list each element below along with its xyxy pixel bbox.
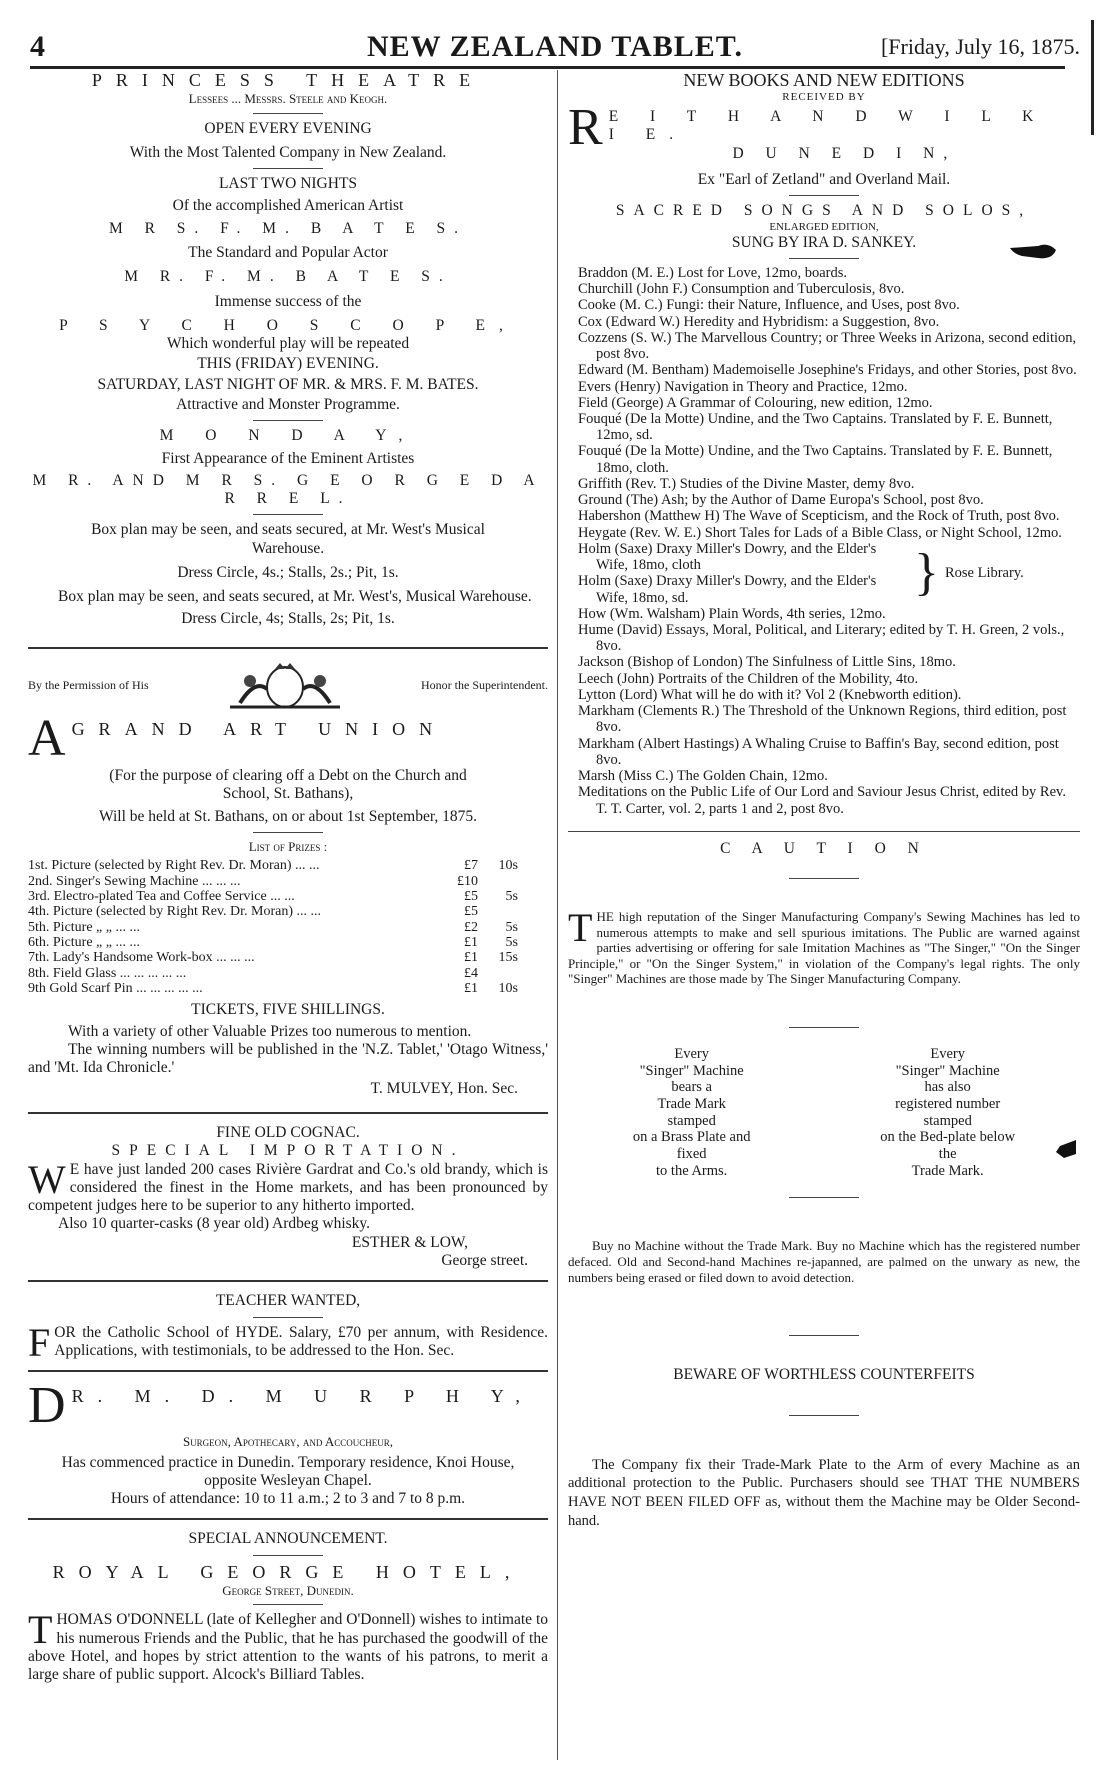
firm-city: D U N E D I N,	[732, 144, 957, 162]
prize-name: 1st. Picture (selected by Right Rev. Dr. Moran) ... ...	[28, 858, 320, 874]
sung-by: SUNG BY IRA D. SANKEY.	[731, 233, 917, 251]
this-friday: THIS (FRIDAY) EVENING.	[197, 355, 379, 373]
divider	[789, 1027, 859, 1028]
book-list-continued	[568, 606, 1080, 817]
trade-mark-line: bears a	[671, 1079, 712, 1096]
trade-mark-line: to the Arms.	[656, 1162, 728, 1179]
art-union-signature: T. MULVEY, Hon. Sec.	[370, 1079, 518, 1097]
teacher-text: OR the Catholic School of HYDE. Salary, £70 per annum, with Residence. Applications, with testimonials, to be addressed to the Hon. Sec.	[54, 1323, 548, 1359]
psychoscope: P S Y C H O S C O P E,	[59, 316, 517, 334]
prize-name: 7th. Lady's Handsome Work-box ... ... ...	[28, 950, 255, 966]
caution-body	[568, 909, 1080, 987]
prices-1: Dress Circle, 4s.; Stalls, 2s.; Pit, 1s.	[177, 563, 399, 581]
murphy-name: R. M. D. M U R P H Y,	[71, 1386, 534, 1407]
lessees-line: Lessees ... Messrs. Steele and Keogh.	[188, 91, 388, 107]
book-list	[568, 265, 1080, 541]
prize-row	[28, 904, 548, 919]
prize-amount: £5	[464, 888, 478, 904]
sacred-songs: SACRED SONGS AND SOLOS,	[615, 202, 1033, 220]
permission-line	[28, 659, 548, 711]
open-every-evening: OPEN EVERY EVENING	[204, 119, 372, 137]
murphy-ad	[28, 1382, 548, 1508]
attractive-programme: Attractive and Monster Programme.	[176, 395, 400, 413]
divider	[789, 878, 859, 879]
drop-cap-w: W	[28, 1160, 66, 1202]
caution-text: HE high reputation of the Singer Manufacturing Company's Sewing Machines has led to numerous attempts to make and sell spurious imitations. The Public are warned against parties advertising or offering for sale Imitation Machines as "The Singer," "On the Singer Principle," or "On the Singer System," in violation of the Company's legal rights. The only "Singer" Machines are those made by The Singer Manufacturing Company.	[568, 909, 1080, 987]
book-entry: Griffith (Rev. T.) Studies of the Divine Master, demy 8vo.	[578, 475, 915, 492]
drop-cap-f: F	[28, 1323, 51, 1361]
prize-row	[28, 935, 548, 950]
divider	[253, 1317, 323, 1318]
permission-left: By the Permission of His	[28, 677, 149, 692]
trade-mark-line: Trade Mark.	[911, 1162, 984, 1179]
trade-mark-line: stamped	[923, 1112, 972, 1129]
book-entry: Hume (David) Essays, Moral, Political, and Literary; edited by T. H. Green, 2 vols., 8vo.	[578, 622, 1065, 655]
page-number: 4	[30, 30, 45, 63]
divider	[253, 168, 323, 169]
buy-no-machine: Buy no Machine without the Trade Mark. Buy no Machine which has the registered number defaced. Old and Second-hand Machines re-japanned, are palmed on the unwary as new, the numbers being erased or filed down to avoid detection.	[568, 1238, 1080, 1285]
permission-right: Honor the Superintendent.	[421, 677, 548, 692]
prize-row	[28, 874, 548, 889]
book-entry: Marsh (Miss C.) The Golden Chain, 12mo.	[578, 768, 828, 785]
page-edge-line	[1091, 20, 1094, 135]
prize-row	[28, 920, 548, 935]
trade-mark-line: "Singer" Machine	[639, 1062, 744, 1079]
murphy-commenced: Has commenced practice in Dunedin. Temporary residence, Knoi House, opposite Wesleyan Chapel.	[61, 1453, 515, 1489]
prize-list	[28, 858, 548, 997]
trade-mark-line: on the Bed-plate below	[880, 1129, 1016, 1146]
book-entry: Heygate (Rev. W. E.) Short Tales for Lads of a Bible Class, or Night School, 12mo.	[578, 524, 1062, 541]
books-title: NEW BOOKS AND NEW EDITIONS	[683, 70, 965, 90]
section-rule	[568, 831, 1080, 832]
brace-icon: }	[914, 544, 939, 602]
masthead-rule	[30, 66, 1065, 69]
book-entry: Cooke (M. C.) Fungi: their Nature, Influence, and Uses, post 8vo.	[578, 297, 960, 314]
variety-line: With a variety of other Valuable Prizes too numerous to mention.	[68, 1022, 472, 1040]
section-rule	[28, 1280, 548, 1282]
hotel-body	[28, 1611, 548, 1684]
last-two-nights: LAST TWO NIGHTS	[218, 175, 358, 193]
singer-caution-ad	[568, 840, 1080, 1531]
divider	[789, 258, 859, 259]
prize-shillings: 15s	[498, 950, 518, 966]
divider	[253, 832, 323, 833]
trade-mark-line: the	[938, 1146, 957, 1163]
prize-name: 2nd. Singer's Sewing Machine ... ... ...	[28, 873, 241, 889]
prize-amount: £7	[464, 858, 478, 874]
newspaper-title: NEW ZEALAND TABLET.	[366, 30, 744, 63]
drop-cap-t: T	[28, 1611, 53, 1653]
prize-row	[28, 966, 548, 981]
trade-mark-line: has also	[924, 1079, 971, 1096]
divider	[789, 1415, 859, 1416]
section-rule	[28, 1112, 548, 1114]
prize-name: 4th. Picture (selected by Right Rev. Dr. Moran) ... ...	[28, 904, 322, 920]
cognac-signature: ESTHER & LOW,	[351, 1233, 468, 1251]
prize-amount: £10	[457, 873, 478, 889]
prize-shillings	[478, 874, 518, 889]
divider	[253, 1555, 323, 1556]
prize-shillings	[478, 966, 518, 981]
book-holm-sd: Holm (Saxe) Draxy Miller's Dowry, and the Elder's Wife, 18mo, sd.	[578, 573, 877, 606]
book-entry: Ground (The) Ash; by the Author of Dame Europa's School, post 8vo.	[578, 492, 984, 509]
right-column	[568, 70, 1080, 1531]
trade-mark-line: Every	[930, 1046, 965, 1063]
princess-theatre-ad	[28, 70, 548, 629]
box-plan-2: Box plan may be seen, and seats secured, at Mr. West's, Musical Warehouse.	[58, 588, 532, 606]
received-by: RECEIVED BY	[782, 91, 866, 104]
trade-mark-line: registered number	[895, 1096, 1001, 1113]
prices-2: Dress Circle, 4s; Stalls, 2s; Pit, 1s.	[181, 610, 395, 628]
cognac-street: George street.	[441, 1252, 528, 1269]
tickets-line: TICKETS, FIVE SHILLINGS.	[191, 1000, 385, 1018]
book-entry: Churchill (John F.) Consumption and Tuberculosis, 8vo.	[578, 281, 905, 298]
section-rule	[28, 647, 548, 649]
company-line: With the Most Talented Company in New Zealand.	[129, 143, 447, 161]
prize-amount: £5	[464, 904, 478, 920]
special-announcement: SPECIAL ANNOUNCEMENT.	[188, 1530, 388, 1548]
book-entry: Lytton (Lord) What will he do with it? Vol 2 (Knebworth edition).	[578, 686, 962, 703]
cognac-ad	[28, 1124, 548, 1270]
book-entry: Field (George) A Grammar of Colouring, new edition, 12mo.	[578, 394, 933, 411]
book-entry: How (Wm. Walsham) Plain Words, 4th series, 12mo.	[578, 605, 886, 622]
pointing-hand-icon	[1008, 238, 1058, 264]
trade-mark-line: Every	[674, 1046, 709, 1063]
divider	[253, 113, 323, 114]
cognac-text: E have just landed 200 cases Rivière Gardrat and Co.'s old brandy, which is considered the finest in the Home markets, and has been pronounced by competent judges here to be superior to any hitherto imported.	[28, 1160, 548, 1215]
prize-amount: £1	[464, 981, 478, 997]
prize-shillings: 5s	[505, 919, 518, 935]
monday: M O N D A Y,	[159, 427, 417, 445]
saturday-line: SATURDAY, LAST NIGHT OF MR. & MRS. F. M. BATES.	[97, 375, 479, 393]
prize-name: 3rd. Electro-plated Tea and Coffee Service ... ...	[28, 888, 295, 904]
book-entry: Markham (Albert Hastings) A Whaling Cruise to Baffin's Bay, second edition, post 8vo.	[578, 735, 1059, 768]
cognac-body	[28, 1161, 548, 1216]
drop-cap-d: D	[28, 1382, 66, 1429]
section-rule	[28, 1370, 548, 1372]
teacher-title: TEACHER WANTED,	[215, 1292, 361, 1310]
masthead	[30, 30, 1080, 62]
trade-mark-line: Trade Mark	[657, 1096, 726, 1113]
murphy-heading	[28, 1382, 548, 1428]
immense-success: Immense success of the	[214, 292, 362, 310]
prize-shillings: 10s	[498, 981, 518, 997]
drop-cap-r: R	[568, 104, 603, 157]
books-ad	[568, 70, 1080, 817]
book-entry: Meditations on the Public Life of Our Lord and Saviour Jesus Christ, edited by Rev. T. T. Carter, vol. 2, parts 1 and 2, post 8vo.	[578, 784, 1066, 817]
trade-mark-right	[880, 1046, 1015, 1179]
trade-mark-left	[633, 1046, 751, 1179]
issue-date: [Friday, July 16, 1875.	[880, 34, 1080, 59]
ex-mail: Ex "Earl of Zetland" and Overland Mail.	[697, 171, 951, 189]
cognac-also: Also 10 quarter-casks (8 year old) Ardbeg whisky.	[58, 1215, 371, 1233]
royal-george-ad	[28, 1530, 548, 1684]
prize-name: 6th. Picture „ „ ... ...	[28, 935, 140, 951]
enlarged-edition: ENLARGED EDITION,	[769, 220, 879, 233]
book-entry: Cox (Edward W.) Heredity and Hybridism: a Suggestion, 8vo.	[578, 313, 940, 330]
section-rule	[28, 1518, 548, 1520]
prize-shillings: 10s	[498, 858, 518, 874]
divider	[789, 1335, 859, 1336]
book-entry: Leech (John) Portraits of the Children of the Mobility, 4to.	[578, 670, 919, 687]
mr-bates: M R. F. M. B A T E S.	[124, 268, 452, 286]
prize-amount: £4	[464, 965, 478, 981]
trade-mark-columns	[568, 1046, 1080, 1179]
art-union-purpose: (For the purpose of clearing off a Debt on the Church and School, St. Bathans),	[109, 766, 467, 803]
drop-cap-t: T	[568, 909, 593, 951]
rose-library: Rose Library.	[944, 565, 1024, 582]
book-entry: Jackson (Bishop of London) The Sinfulness of Little Sins, 18mo.	[578, 654, 956, 671]
drop-cap-a: A	[28, 714, 66, 761]
divider	[253, 1604, 323, 1605]
hotel-text: HOMAS O'DONNELL (late of Kellegher and O'Donnell) wishes to intimate to his numerous Friends and the Public, that he has purchased the goodwill of the above Hotel, and hopes by strict attention to the wants of his patrons, to merit a large share of public support. Alcock's Billiard Tables.	[28, 1611, 548, 1684]
firm-name: E I T H A N D W I L K I E.	[608, 108, 1048, 144]
theatre-title: PRINCESS THEATRE	[91, 70, 485, 90]
prize-amount: £1	[464, 950, 478, 966]
book-entry: Markham (Clements R.) The Threshold of the Unknown Regions, third edition, post 8vo.	[578, 703, 1067, 736]
prize-shillings: 5s	[505, 888, 518, 904]
prize-amount: £1	[464, 935, 478, 951]
prize-row	[28, 889, 548, 904]
hotel-title: ROYAL GEORGE HOTEL,	[52, 1561, 524, 1582]
trade-mark-line: fixed	[676, 1146, 707, 1163]
box-plan-1: Box plan may be seen, and seats secured, at Mr. West's Musical Warehouse.	[91, 521, 485, 557]
prize-row	[28, 950, 548, 965]
book-entry: Braddon (M. E.) Lost for Love, 12mo, boards.	[578, 264, 848, 281]
firm-heading	[568, 104, 1080, 163]
divider	[789, 195, 859, 196]
rose-library-group	[568, 541, 1080, 606]
art-union-held: Will be held at St. Bathans, on or about 1st September, 1875.	[98, 807, 478, 825]
book-entry: Edward (M. Bentham) Mademoiselle Josephine's Fridays, and other Stories, post 8vo.	[578, 362, 1077, 379]
trade-mark-line: on a Brass Plate and	[632, 1129, 751, 1146]
trade-mark-line: stamped	[667, 1112, 716, 1129]
prize-name: 9th Gold Scarf Pin ... ... ... ... ...	[28, 981, 203, 997]
prize-row	[28, 858, 548, 873]
book-entry: Fouqué (De la Motte) Undine, and the Two Captains. Translated by F. E. Bunnett, 18mo, cloth.	[578, 443, 1053, 476]
beware-counterfeits: BEWARE OF WORTHLESS COUNTERFEITS	[673, 1366, 975, 1384]
book-entry: Cozzens (S. W.) The Marvellous Country; or Three Weeks in Arizona, second edition, post 8vo.	[578, 329, 1077, 363]
hotel-street: George Street, Dunedin.	[222, 1583, 354, 1598]
divider	[789, 1197, 859, 1198]
royal-coat-of-arms-icon	[220, 659, 350, 711]
winning-numbers: The winning numbers will be published in the 'N.Z. Tablet,' 'Otago Witness,' and 'Mt. Ida Chronicle.'	[28, 1041, 548, 1077]
murphy-role: Surgeon, Apothecary, and Accoucheur,	[182, 1434, 394, 1450]
trade-mark-line: "Singer" Machine	[895, 1062, 1000, 1079]
prize-shillings: 5s	[505, 935, 518, 951]
murphy-hours: Hours of attendance: 10 to 11 a.m.; 2 to 3 and 7 to 8 p.m.	[110, 1490, 466, 1508]
pointing-hand-icon	[1054, 1136, 1078, 1160]
prize-shillings	[478, 904, 518, 919]
left-column	[28, 70, 548, 1684]
teacher-ad	[28, 1292, 548, 1360]
mrs-bates: M R S. F. M. B A T E S.	[108, 219, 468, 237]
column-divider	[557, 70, 558, 1760]
wonderful-play: Which wonderful play will be repeated	[166, 335, 410, 353]
book-holm-cloth: Holm (Saxe) Draxy Miller's Dowry, and the Elder's Wife, 18mo, cloth	[578, 540, 877, 574]
accomplished-line: Of the accomplished American Artist	[172, 197, 404, 215]
cognac-subtitle: SPECIAL IMPORTATION.	[111, 1142, 465, 1160]
cognac-title: FINE OLD COGNAC.	[216, 1124, 360, 1142]
art-union-ad	[28, 659, 548, 1098]
prize-amount: £2	[464, 919, 478, 935]
divider	[253, 514, 323, 515]
prize-list-header: List of Prizes :	[248, 838, 328, 854]
divider	[253, 420, 323, 421]
art-union-title: GRAND ART UNION	[71, 718, 447, 739]
prize-name: 8th. Field Glass ... ... ... ... ...	[28, 965, 187, 981]
art-union-heading	[28, 715, 548, 761]
book-entry: Habershon (Matthew H) The Wave of Scepticism, and the Rock of Truth, post 8vo.	[578, 508, 1060, 525]
standard-actor-line: The Standard and Popular Actor	[188, 243, 388, 261]
first-appearance: First Appearance of the Eminent Artistes	[161, 449, 415, 467]
prize-row	[28, 981, 548, 996]
book-entry: Evers (Henry) Navigation in Theory and Practice, 12mo.	[578, 378, 908, 395]
book-entry: Fouqué (De la Motte) Undine, and the Two Captains. Translated by F. E. Bunnett, 12mo, sd.	[578, 410, 1053, 444]
prize-name: 5th. Picture „ „ ... ...	[28, 919, 140, 935]
darrel-line: M R. AND M R S. G E O R G E D A R R E L.	[32, 471, 544, 508]
trade-mark-plate: The Company fix their Trade-Mark Plate to the Arm of every Machine as an additional protection to the Public. Purchasers should see THAT THE NUMBERS HAVE NOT BEEN FILED OFF as, without them the Machine may be Older Second-hand.	[568, 1456, 1080, 1530]
caution-title: C A U T I O N	[720, 839, 928, 857]
teacher-body	[28, 1324, 548, 1361]
